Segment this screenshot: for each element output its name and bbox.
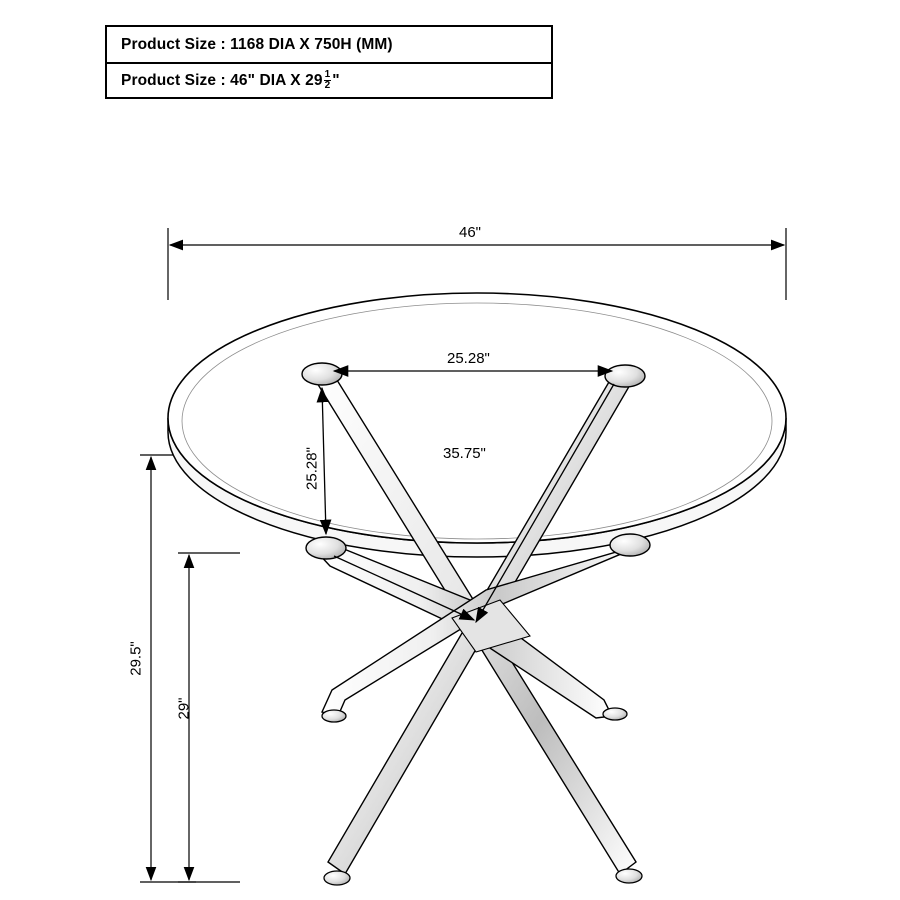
imperial-inch-mark: " [332,71,340,89]
leg-cap-front-right [610,534,650,556]
fraction-numerator: 1 [324,68,331,80]
label-overall-diameter: 46" [459,224,482,241]
dimension-overall-height [140,455,196,882]
glass-tabletop [168,293,786,557]
leg-cap-front-left [306,537,346,559]
product-size-metric-text: Product Size : 1168 DIA X 750H (MM) [121,35,393,53]
label-leg-span-horizontal: 25.28" [447,350,490,367]
fraction-denominator: 2 [324,80,331,91]
foot-right-rear [603,708,627,720]
foot-left-front [324,871,350,885]
foot-right-front [616,869,642,883]
foot-left-rear [322,710,346,722]
label-leg-span-vertical: 25.28" [303,447,321,490]
label-base-height: 29" [175,697,193,720]
leg-cap-back-right [605,365,645,387]
label-overall-height: 29.5" [127,641,145,676]
product-size-imperial-text: Product Size : 46" DIA X 29 [121,71,323,89]
label-leg-span-diagonal: 35.75" [443,445,486,462]
leg-cap-back-left [302,363,342,385]
